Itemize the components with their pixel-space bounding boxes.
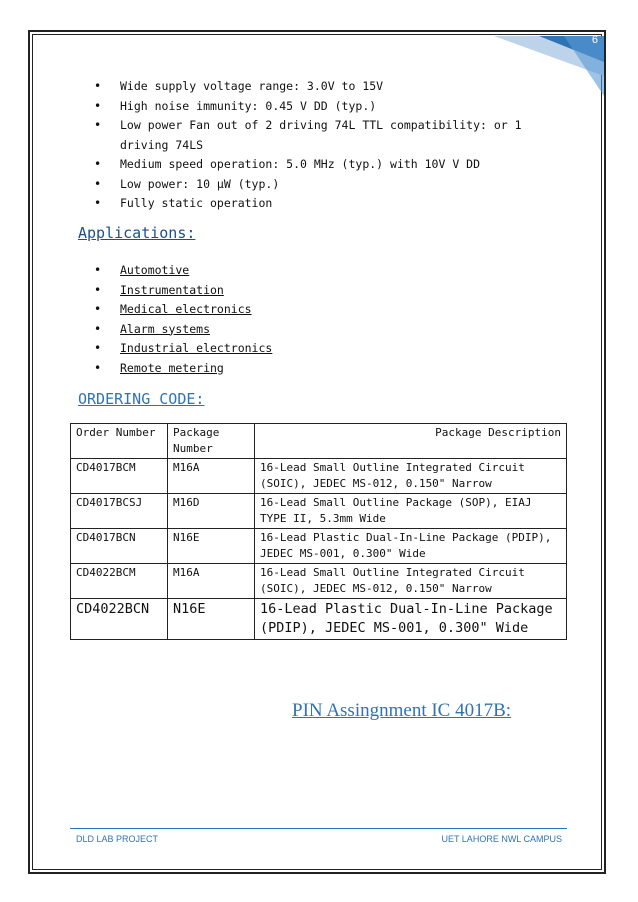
table-cell: 16-Lead Small Outline Integrated Circuit (SOIC), JEDEC MS-012, 0.150" Narrow <box>255 459 567 494</box>
list-item: • Industrial electronics <box>94 341 273 355</box>
features-list <box>78 77 568 214</box>
header-order-number: Order Number <box>71 424 168 459</box>
table-row <box>71 529 567 564</box>
list-item: • Automotive <box>94 263 190 277</box>
header-package-description: Package Description <box>255 424 567 459</box>
list-item: • Medical electronics <box>94 302 252 316</box>
table-cell: M16A <box>168 564 255 599</box>
table-row <box>71 494 567 529</box>
table-cell: M16D <box>168 494 255 529</box>
header-package-number: Package Number <box>168 424 255 459</box>
table-header-row <box>71 424 567 459</box>
table-row <box>71 459 567 494</box>
list-item: • Low power: 10 μW (typ.) <box>94 176 280 191</box>
table-cell: CD4017BCN <box>71 529 168 564</box>
table-cell: CD4017BCM <box>71 459 168 494</box>
table-cell: 16-Lead Plastic Dual-In-Line Package (PDIP), JEDEC MS-001, 0.300" Wide <box>255 529 567 564</box>
footer-divider <box>70 828 567 829</box>
applications-list <box>78 261 272 378</box>
footer-left-text: DLD LAB PROJECT <box>76 834 159 844</box>
list-item: • High noise immunity: 0.45 V DD (typ.) <box>94 98 377 113</box>
ordering-heading: ORDERING CODE: <box>78 390 205 408</box>
list-item: • Remote metering <box>94 360 224 375</box>
page-number: 6 <box>591 34 598 46</box>
table-cell: 16-Lead Small Outline Package (SOP), EIAJ TYPE II, 5.3mm Wide <box>255 494 567 529</box>
applications-heading: Applications: <box>78 224 196 242</box>
footer-right-text: UET LAHORE NWL CAMPUS <box>441 834 562 844</box>
list-item: • Fully static operation <box>94 196 273 210</box>
table-row <box>71 564 567 599</box>
list-item: • Instrumentation <box>94 282 224 297</box>
table-cell: 16-Lead Small Outline Integrated Circuit (SOIC), JEDEC MS-012, 0.150" Narrow <box>255 564 567 599</box>
list-item: • Low power Fan out of 2 driving 74L TTL compatibility: or 1 driving 74LS <box>94 118 522 152</box>
table-cell: 16-Lead Plastic Dual-In-Line Package (PDIP), JEDEC MS-001, 0.300" Wide <box>255 599 567 640</box>
table-cell: CD4022BCM <box>71 564 168 599</box>
table-cell: M16A <box>168 459 255 494</box>
pin-assignment-title: PIN Assingnment IC 4017B: <box>292 700 512 721</box>
table-cell: N16E <box>168 529 255 564</box>
table-cell: CD4022BCN <box>71 599 168 640</box>
list-item: • Wide supply voltage range: 3.0V to 15V <box>94 79 384 93</box>
ordering-table <box>70 423 567 640</box>
table-cell: N16E <box>168 599 255 640</box>
list-item: • Medium speed operation: 5.0 MHz (typ.) with 10V V DD <box>94 157 481 171</box>
list-item: • Alarm systems <box>94 321 211 336</box>
table-row <box>71 599 567 640</box>
table-cell: CD4017BCSJ <box>71 494 168 529</box>
